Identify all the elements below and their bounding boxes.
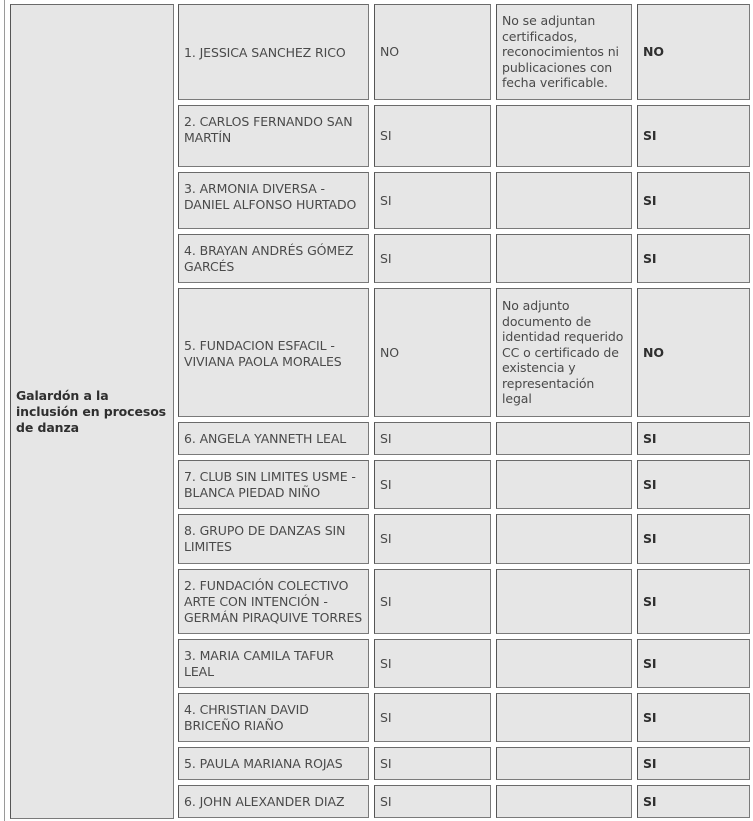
meets-requirements: SI — [380, 430, 392, 446]
participant-name: 2. CARLOS FERNANDO SAN MARTÍN — [184, 114, 353, 145]
participant-name: 3. ARMONIA DIVERSA - DANIEL ALFONSO HURTADO — [184, 181, 357, 212]
participant-name: 4. BRAYAN ANDRÉS GÓMEZ GARCÉS — [184, 243, 354, 274]
final-result-cell — [637, 288, 750, 417]
observation-cell — [496, 460, 632, 509]
meets-requirements: SI — [380, 593, 392, 609]
participant-name: 6. JOHN ALEXANDER DIAZ — [184, 793, 345, 809]
final-result: SI — [643, 192, 657, 208]
meets-requirements: SI — [380, 476, 392, 492]
meets-requirements-cell — [374, 422, 491, 455]
meets-requirements: SI — [380, 531, 392, 546]
final-result: SI — [643, 793, 657, 809]
meets-requirements-cell — [374, 693, 491, 742]
meets-requirements-cell — [374, 569, 491, 634]
observation: No se adjuntan certificados, reconocimientos ni publicaciones con fecha verificable. — [502, 13, 619, 91]
observation-cell — [496, 105, 632, 167]
participant-name: 5. FUNDACION ESFACIL - VIVIANA PAOLA MORALES — [184, 337, 342, 369]
observation-cell — [496, 422, 632, 455]
participant-name: 5. PAULA MARIANA ROJAS — [184, 755, 343, 771]
meets-requirements: SI — [380, 192, 392, 208]
participant-name-cell — [178, 234, 369, 283]
meets-requirements: SI — [380, 655, 392, 671]
observation-cell — [496, 785, 632, 818]
final-result: SI — [643, 655, 657, 671]
participant-name-cell — [178, 785, 369, 818]
observation-cell — [496, 4, 632, 100]
participant-name-cell — [178, 172, 369, 229]
meets-requirements: SI — [380, 128, 392, 143]
final-result-cell — [637, 422, 750, 455]
meets-requirements: NO — [380, 44, 399, 59]
meets-requirements-cell — [374, 288, 491, 417]
final-result-cell — [637, 105, 750, 167]
final-result: SI — [643, 531, 657, 546]
final-result: NO — [643, 344, 664, 360]
observation-cell — [496, 234, 632, 283]
final-result: SI — [643, 755, 657, 771]
final-result-cell — [637, 4, 750, 100]
participant-name: 7. CLUB SIN LIMITES USME - BLANCA PIEDAD NIÑO — [184, 469, 356, 500]
meets-requirements-cell — [374, 747, 491, 780]
final-result-cell — [637, 234, 750, 283]
final-result: SI — [643, 593, 657, 609]
observation: No adjunto documento de identidad requerido CC o certificado de existencia y representación legal — [502, 298, 624, 407]
final-result: SI — [643, 128, 657, 143]
meets-requirements: SI — [380, 709, 392, 725]
meets-requirements: NO — [380, 344, 399, 360]
participant-name-cell — [178, 747, 369, 780]
final-result-cell — [637, 785, 750, 818]
participant-name: 1. JESSICA SANCHEZ RICO — [184, 45, 346, 60]
participant-name: 3. MARIA CAMILA TAFUR LEAL — [184, 648, 334, 679]
meets-requirements-cell — [374, 105, 491, 167]
meets-requirements-cell — [374, 785, 491, 818]
final-result-cell — [637, 514, 750, 564]
final-result-cell — [637, 460, 750, 509]
participant-name: 4. CHRISTIAN DAVID BRICEÑO RIAÑO — [184, 702, 309, 733]
final-result-cell — [637, 693, 750, 742]
meets-requirements-cell — [374, 234, 491, 283]
participant-name: 2. FUNDACIÓN COLECTIVO ARTE CON INTENCIÓN - GERMÁN PIRAQUIVE TORRES — [184, 578, 363, 625]
category-label: Galardón a la inclusión en procesos de danza — [16, 387, 167, 435]
final-result: SI — [643, 476, 657, 492]
meets-requirements: SI — [380, 793, 392, 809]
observation-cell — [496, 747, 632, 780]
participant-name: 6. ANGELA YANNETH LEAL — [184, 430, 347, 446]
observation-cell — [496, 639, 632, 688]
participant-name-cell — [178, 514, 369, 564]
observation-cell — [496, 288, 632, 417]
participant-name-cell — [178, 288, 369, 417]
observation-cell — [496, 514, 632, 564]
participant-name-cell — [178, 422, 369, 455]
final-result: SI — [643, 709, 657, 725]
observation-cell — [496, 693, 632, 742]
participant-name-cell — [178, 460, 369, 509]
participant-name-cell — [178, 639, 369, 688]
final-result: NO — [643, 44, 664, 59]
final-result-cell — [637, 172, 750, 229]
meets-requirements-cell — [374, 514, 491, 564]
meets-requirements-cell — [374, 172, 491, 229]
observation-cell — [496, 172, 632, 229]
final-result: SI — [643, 250, 657, 266]
category-cell — [10, 4, 174, 819]
final-result: SI — [643, 430, 657, 446]
table-outer-border — [4, 0, 5, 821]
meets-requirements-cell — [374, 460, 491, 509]
final-result-cell — [637, 639, 750, 688]
participant-name-cell — [178, 693, 369, 742]
final-result-cell — [637, 569, 750, 634]
meets-requirements: SI — [380, 250, 392, 266]
participant-name-cell — [178, 105, 369, 167]
observation-cell — [496, 569, 632, 634]
participant-name-cell — [178, 569, 369, 634]
meets-requirements-cell — [374, 639, 491, 688]
final-result-cell — [637, 747, 750, 780]
meets-requirements-cell — [374, 4, 491, 100]
meets-requirements: SI — [380, 755, 392, 771]
participant-name: 8. GRUPO DE DANZAS SIN LIMITES — [184, 523, 346, 554]
participant-name-cell — [178, 4, 369, 100]
